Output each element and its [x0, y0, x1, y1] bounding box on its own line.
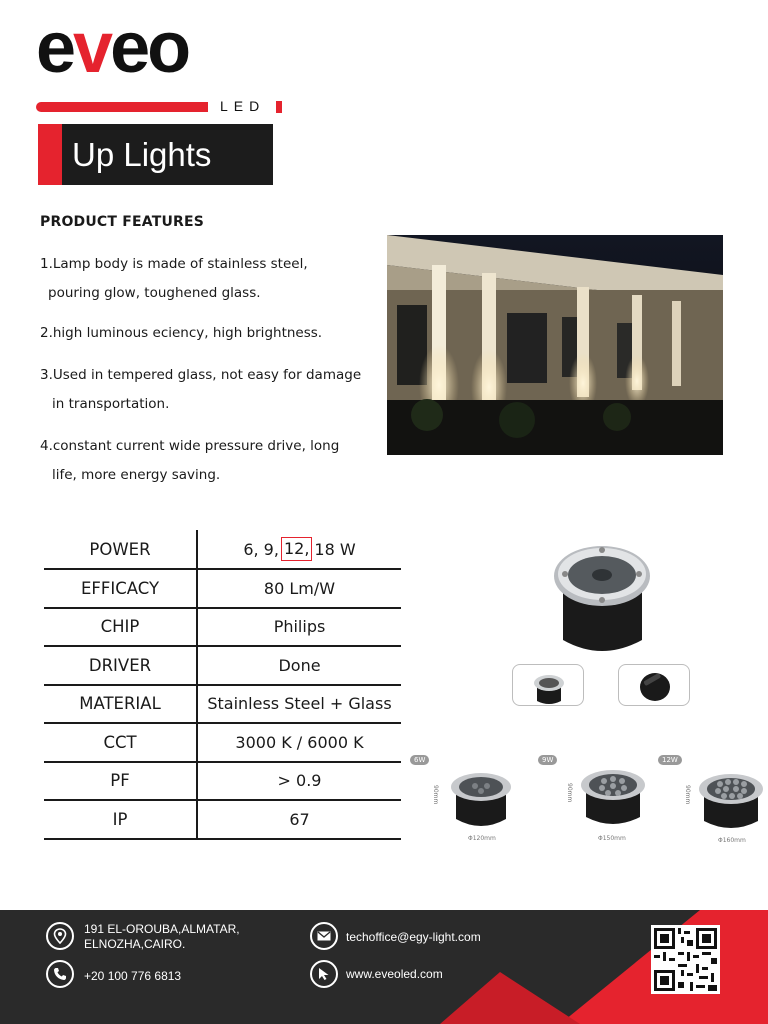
spec-row-power [44, 530, 401, 570]
spec-value: 6, 9, 12, 18 W [198, 530, 401, 568]
feature-item-1: 1.Lamp body is made of stainless steel, pouring glow, toughened glass. [40, 256, 308, 301]
porch-uplight-photo [387, 235, 723, 455]
spec-label: DRIVER [44, 647, 198, 684]
highlighted-wattage: 12, [281, 537, 312, 561]
logo-wordmark: eveo [36, 8, 189, 88]
title-accent-bar [38, 124, 62, 185]
spec-row-cct [44, 724, 401, 763]
logo-subtitle: LED [220, 98, 266, 114]
variant-6w: 6W 90mm Φ120mm [410, 755, 520, 850]
website-link[interactable]: www.eveoled.com [346, 967, 443, 981]
cursor-icon [310, 960, 338, 988]
spec-row-material [44, 686, 401, 725]
thumbnail-back[interactable] [618, 664, 690, 706]
variant-9w: 9W 90mm Φ150mm [538, 755, 648, 850]
spec-label: MATERIAL [44, 686, 198, 723]
spec-value: Philips [273, 617, 326, 637]
spec-value: 3000 K / 6000 K [235, 732, 364, 752]
phone-icon [46, 960, 74, 988]
spec-label: CHIP [44, 609, 198, 646]
spec-table [44, 530, 401, 840]
logo-red-bar [36, 102, 208, 112]
spec-value: Stainless Steel + Glass [207, 694, 392, 714]
spec-row-pf [44, 763, 401, 802]
product-image-main [545, 538, 660, 658]
spec-row-chip [44, 609, 401, 648]
logo-red-mark [276, 101, 282, 113]
spec-row-driver [44, 647, 401, 686]
feature-item-4: 4.constant current wide pressure drive, long life, more energy saving. [40, 438, 340, 483]
spec-value: > 0.9 [277, 771, 322, 791]
feature-item-3: 3.Used in tempered glass, not easy for damage in transportation. [40, 367, 362, 412]
page-title: Up Lights [72, 135, 212, 173]
spec-row-efficacy [44, 570, 401, 609]
title-block [62, 124, 273, 185]
spec-row-ip [44, 801, 401, 840]
qr-code-icon[interactable] [651, 925, 720, 994]
address-text: 191 EL-OROUBA,ALMATAR, ELNOZHA,CAIRO. [84, 922, 240, 951]
spec-label: PF [44, 763, 198, 800]
variant-12w: 12W 90mm Φ160mm [658, 755, 768, 850]
features-heading: PRODUCT FEATURES [40, 214, 205, 230]
thumbnail-front[interactable] [512, 664, 584, 706]
spec-label: EFFICACY [44, 570, 198, 607]
variant-wattage-tag: 6W [410, 755, 429, 765]
spec-value: 67 [289, 809, 310, 829]
brand-logo [36, 8, 266, 114]
spec-value: 80 Lm/W [263, 578, 336, 598]
feature-item-2: 2.high luminous eciency, high brightness. [40, 325, 323, 341]
spec-label: POWER [44, 530, 198, 568]
location-pin-icon [46, 922, 74, 950]
spec-label: IP [44, 801, 198, 838]
email-link[interactable]: techoffice@egy-light.com [346, 930, 481, 944]
phone-number[interactable]: +20 100 776 6813 [84, 969, 182, 983]
mail-icon [310, 922, 338, 950]
spec-label: CCT [44, 724, 198, 761]
variant-wattage-tag: 12W [658, 755, 682, 765]
spec-value: Done [278, 655, 321, 675]
variant-wattage-tag: 9W [538, 755, 557, 765]
